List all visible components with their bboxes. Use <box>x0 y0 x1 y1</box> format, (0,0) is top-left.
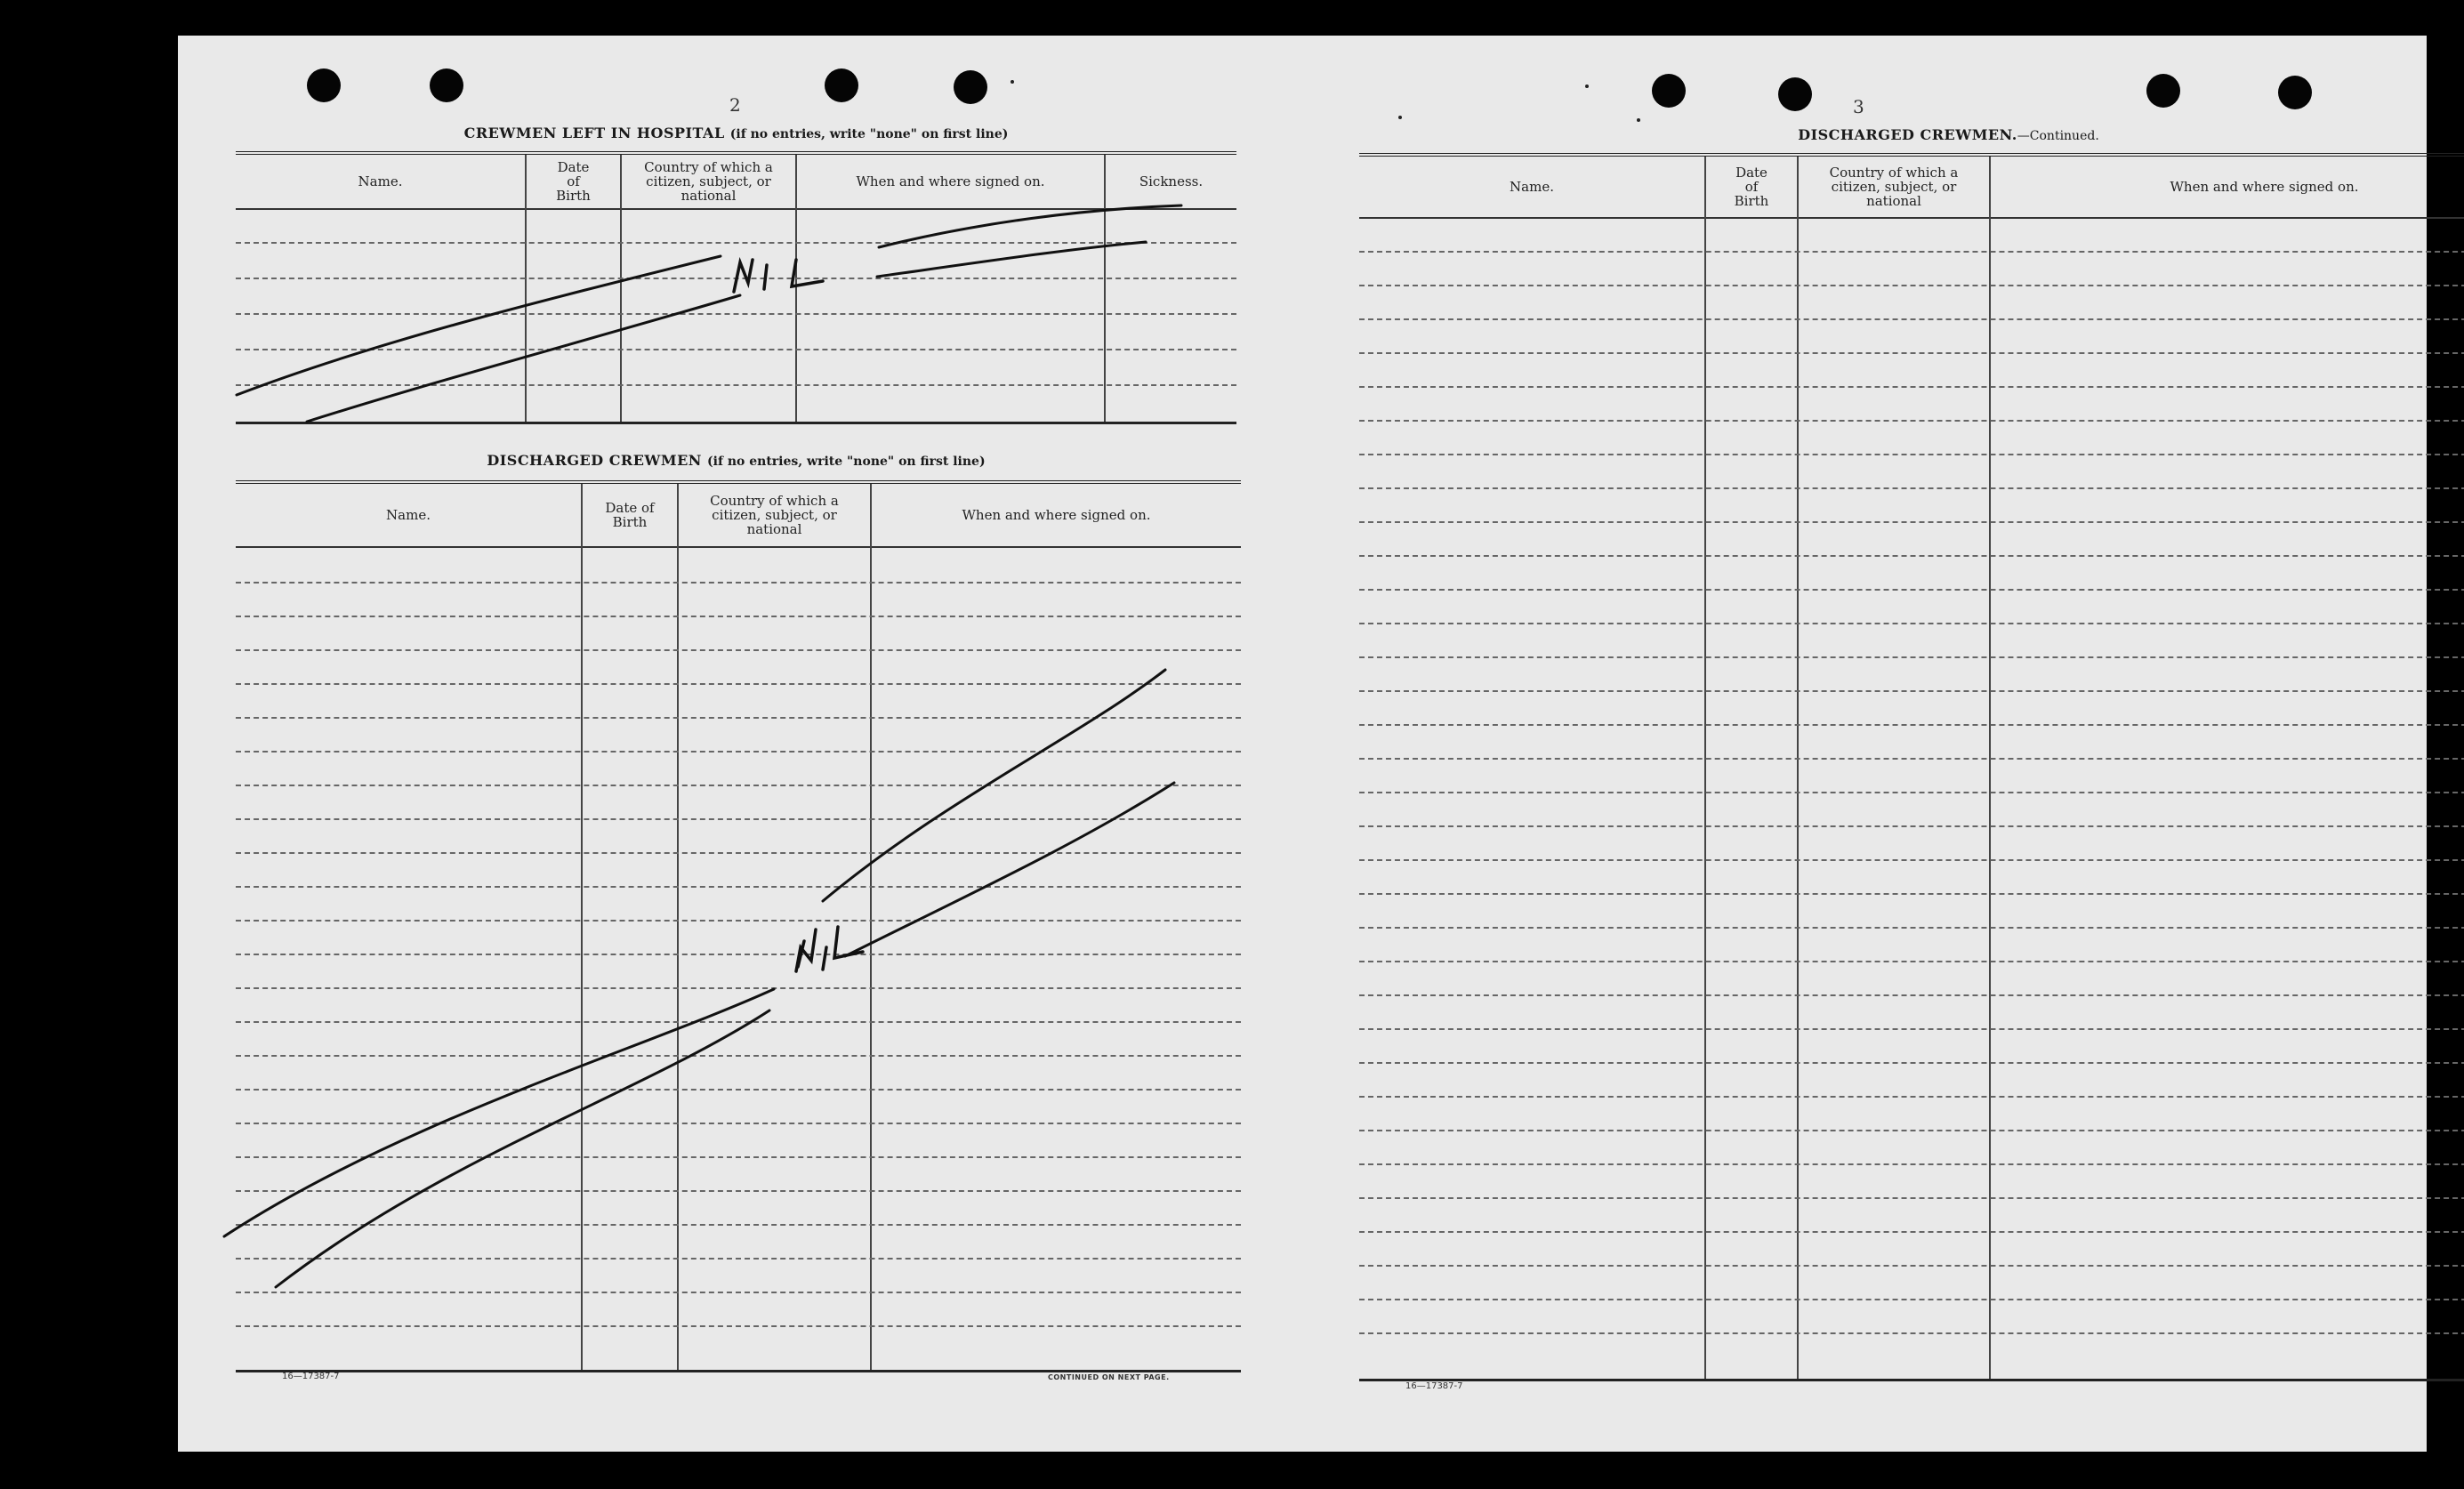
strike-line <box>237 256 721 395</box>
form-number: 16—17387-7 <box>282 1372 340 1381</box>
strike-line <box>224 989 774 1236</box>
page-number: 2 <box>729 94 741 116</box>
discharged-continued-text: DISCHARGED CREWMEN. <box>1798 126 2017 143</box>
strike-line <box>877 242 1146 277</box>
form-sheet <box>178 36 2427 1452</box>
hospital-title-note: (if no entries, write "none" on first line) <box>729 127 1009 141</box>
nil-stroke <box>834 927 863 958</box>
discharged-title-note: (if no entries, write "none" on first line) <box>707 455 986 469</box>
nil-stroke <box>734 260 753 292</box>
col-header-dob: Date of Birth <box>605 500 655 530</box>
nil-stroke <box>764 265 767 289</box>
col-header-name: Name. <box>386 507 431 523</box>
page-number: 3 <box>1853 96 1864 117</box>
continued-suffix: —Continued. <box>2017 129 2099 143</box>
col-header-country: Country of which a citizen, subject, or national <box>1829 165 1959 209</box>
form-number: 16—17387-7 <box>1405 1381 1463 1391</box>
strike-line <box>823 670 1165 901</box>
nil-stroke <box>823 947 826 970</box>
col-header-name: Name. <box>358 173 403 189</box>
col-header-country: Country of which a citizen, subject, or national <box>644 159 773 204</box>
discharged-title-text: DISCHARGED CREWMEN <box>487 452 702 469</box>
handwriting-overlay <box>178 36 2427 1452</box>
col-header-signed-on: When and where signed on. <box>2170 179 2359 195</box>
col-header-name: Name. <box>1510 179 1554 195</box>
col-header-dob: Date of Birth <box>1734 165 1769 209</box>
col-header-dob: Date of Birth <box>556 159 591 204</box>
hospital-title-text: CREWMEN LEFT IN HOSPITAL <box>463 125 725 141</box>
strike-line <box>845 783 1174 956</box>
handwritten-nil <box>734 260 863 971</box>
continued-note: CONTINUED ON NEXT PAGE. <box>1048 1373 1170 1381</box>
col-header-country: Country of which a citizen, subject, or national <box>710 493 839 537</box>
strike-line <box>307 295 740 422</box>
strike-line <box>879 205 1181 247</box>
col-header-signed-on: When and where signed on. <box>856 173 1045 189</box>
strike-line <box>276 1010 769 1287</box>
col-header-sickness: Sickness. <box>1139 173 1204 189</box>
col-header-signed-on: When and where signed on. <box>962 507 1151 523</box>
nil-stroke <box>792 260 823 286</box>
